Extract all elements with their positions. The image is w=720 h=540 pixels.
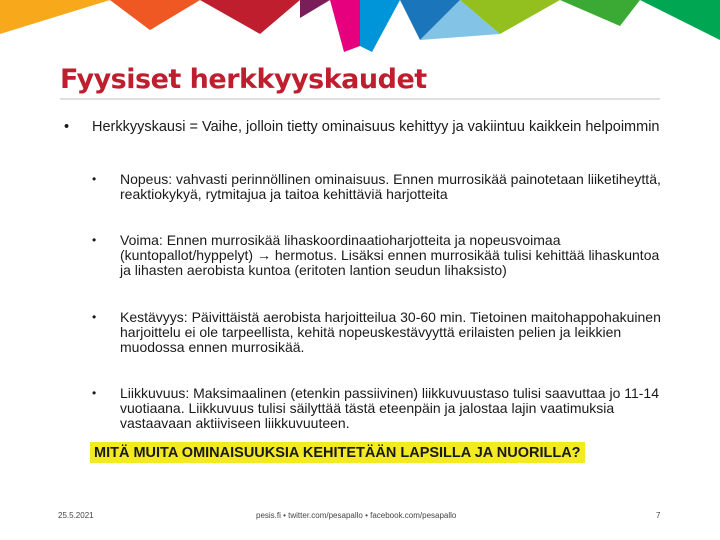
page-number: 7 [656, 511, 661, 520]
sub-bullet-text: Kestävyys: Päivittäistä aerobista harjoitteilua 30-60 min. Tietoinen maitohappohakuinen harjoittelu ei ole tarpeellista, kehitä nopeuskestävyyttä erilaisten pelien ja leikkien muodossa ennen murrosikää. [120, 309, 661, 355]
bullet-icon: • [92, 172, 97, 186]
sub-bullet-text: Voima: Ennen murrosikää lihaskoordinaatioharjotteita ja nopeusvoimaa (kuntopallot/hyppelyt) → hermotus. Lisäksi ennen murrosikää tulisi kehittää lihaskuntoa ja lihasten aerobista kuntoa (eritoten lantion seudun lihaksisto) [120, 232, 660, 278]
footer-links: pesis.fi • twitter.com/pesapallo • facebook.com/pesapallo [256, 511, 457, 520]
bullet-icon: • [92, 233, 97, 247]
sub-bullet-text: Liikkuvuus: Maksimaalinen (etenkin passiivinen) liikkuvuustaso tulisi saavuttaa jo 11-14 vuotiaana. Liikkuvuus tulisi säilyttää tästä eteenpäin ja jalostaa lajin vaatimuksia vastaavaan aktiiviseen liikkuvuuteen. [120, 385, 660, 431]
slide-title: Fyysiset herkkyyskaudet [60, 64, 427, 95]
bullet-icon: • [92, 386, 97, 400]
banner-graphic [0, 0, 720, 52]
sub-bullet-text: Nopeus: vahvasti perinnöllinen ominaisuus. Ennen murrosikää painotetaan liiketiheyttä, reaktiokykyä, rytmitajua ja taitoa kehittäviä harjotteita [120, 171, 661, 202]
footer-date: 25.5.2021 [58, 511, 94, 520]
bullet-icon: • [64, 119, 70, 135]
title-divider [60, 98, 660, 100]
header-banner [0, 0, 720, 52]
bullet-icon: • [92, 310, 97, 324]
highlighted-question: MITÄ MUITA OMINAISUUKSIA KEHITETÄÄN LAPSILLA JA NUORILLA? [90, 442, 585, 463]
main-bullet-text: Herkkyyskausi = Vaihe, jolloin tietty ominaisuus kehittyy ja vakiintuu kaikkein helpoimmin [92, 119, 660, 135]
